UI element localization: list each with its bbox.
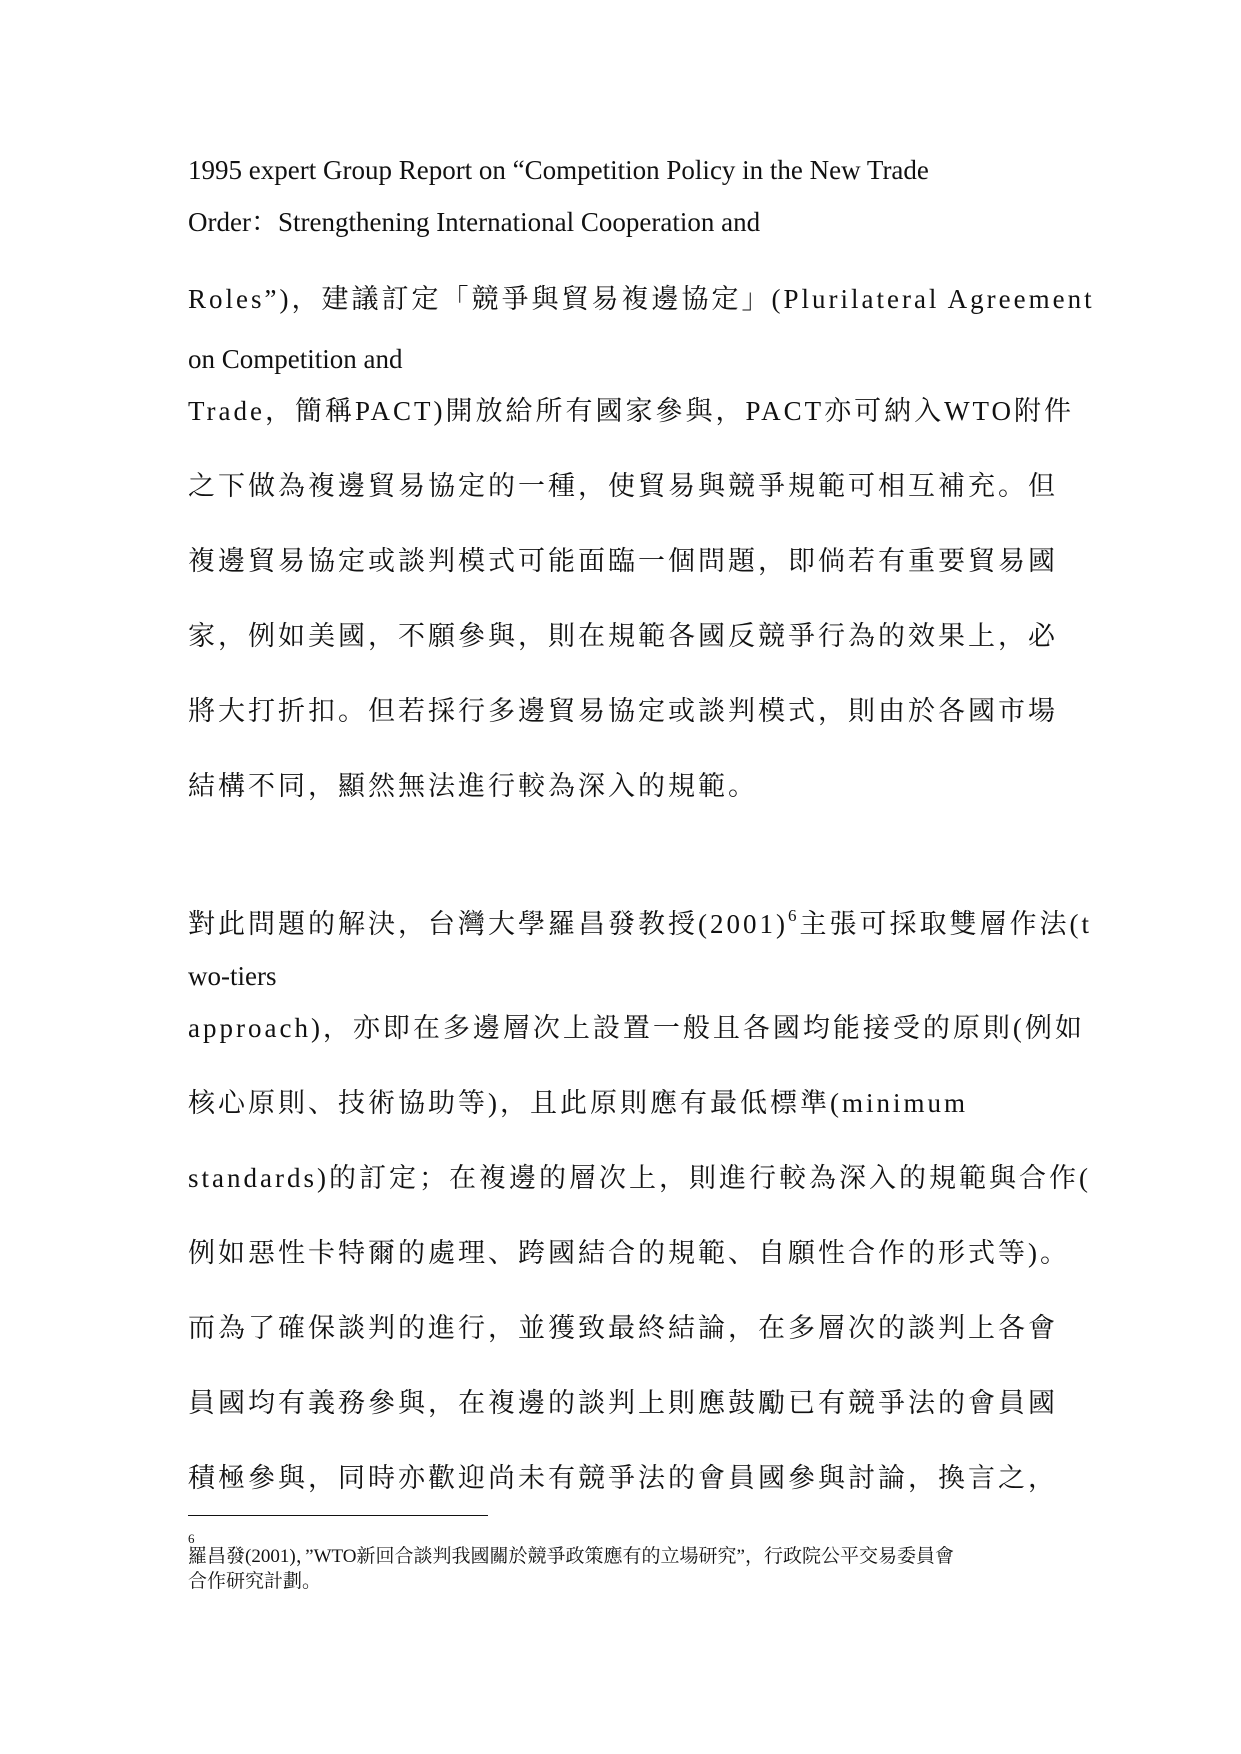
para2-line-9: 積極參與，同時亦歡迎尚未有競爭法的會員國參與討論，換言之， <box>188 1463 1058 1493</box>
body-line-8: 家，例如美國，不願參與，則在規範各國反競爭行為的效果上，必 <box>188 621 1058 651</box>
footnote-reference[interactable]: 6 <box>787 906 800 925</box>
body-line-6: 之下做為複邊貿易協定的一種，使貿易與競爭規範可相互補充。但 <box>188 471 1058 501</box>
body-line-7: 複邊貿易協定或談判模式可能面臨一個問題，即倘若有重要貿易國 <box>188 546 1058 576</box>
para2-line-1 <box>188 907 1092 941</box>
body-line-1: 1995 expert Group Report on “Competition Policy in the New Trade <box>188 155 929 185</box>
footnote-number: 6 <box>188 1531 195 1546</box>
body-line-2: Order：Strengthening International Cooperation and <box>188 207 761 237</box>
para2-line-6: 例如惡性卡特爾的處理、跨國結合的規範、自願性合作的形式等)。 <box>188 1238 1070 1268</box>
para2-line-7: 而為了確保談判的進行，並獲致最終結論，在多層次的談判上各會 <box>188 1313 1058 1343</box>
body-line-9: 將大打折扣。但若採行多邊貿易協定或談判模式，則由於各國市場 <box>188 696 1058 726</box>
para2-line-1-after: 主張可採取雙層作法(t <box>799 909 1092 939</box>
footnote-line-2: 合作研究計劃。 <box>188 1571 322 1592</box>
para2-line-4: 核心原則、技術協助等)，且此原則應有最低標準(minimum <box>188 1088 968 1118</box>
footnote-separator <box>188 1515 488 1516</box>
body-line-3: Roles”)，建議訂定「競爭與貿易複邊協定」(Plurilateral Agreement <box>188 284 1095 314</box>
footnote-line-1: 羅昌發(2001)，”WTO新回合談判我國關於競爭政策應有的立場研究”，行政院公平交易委員會 <box>188 1546 954 1567</box>
para2-line-3: approach)，亦即在多邊層次上設置一般且各國均能接受的原則(例如 <box>188 1013 1085 1043</box>
body-line-5: Trade，簡稱PACT)開放給所有國家參與，PACT亦可納入WTO附件 <box>188 396 1075 426</box>
para2-line-2: wo-tiers <box>188 961 277 991</box>
body-line-4: on Competition and <box>188 344 403 374</box>
body-line-10: 結構不同，顯然無法進行較為深入的規範。 <box>188 771 758 801</box>
para2-line-1-before: 對此問題的解決，台灣大學羅昌發教授(2001) <box>188 909 788 939</box>
para2-line-8: 員國均有義務參與，在複邊的談判上則應鼓勵已有競爭法的會員國 <box>188 1388 1058 1418</box>
para2-line-5: standards)的訂定；在複邊的層次上，則進行較為深入的規範與合作( <box>188 1163 1091 1193</box>
